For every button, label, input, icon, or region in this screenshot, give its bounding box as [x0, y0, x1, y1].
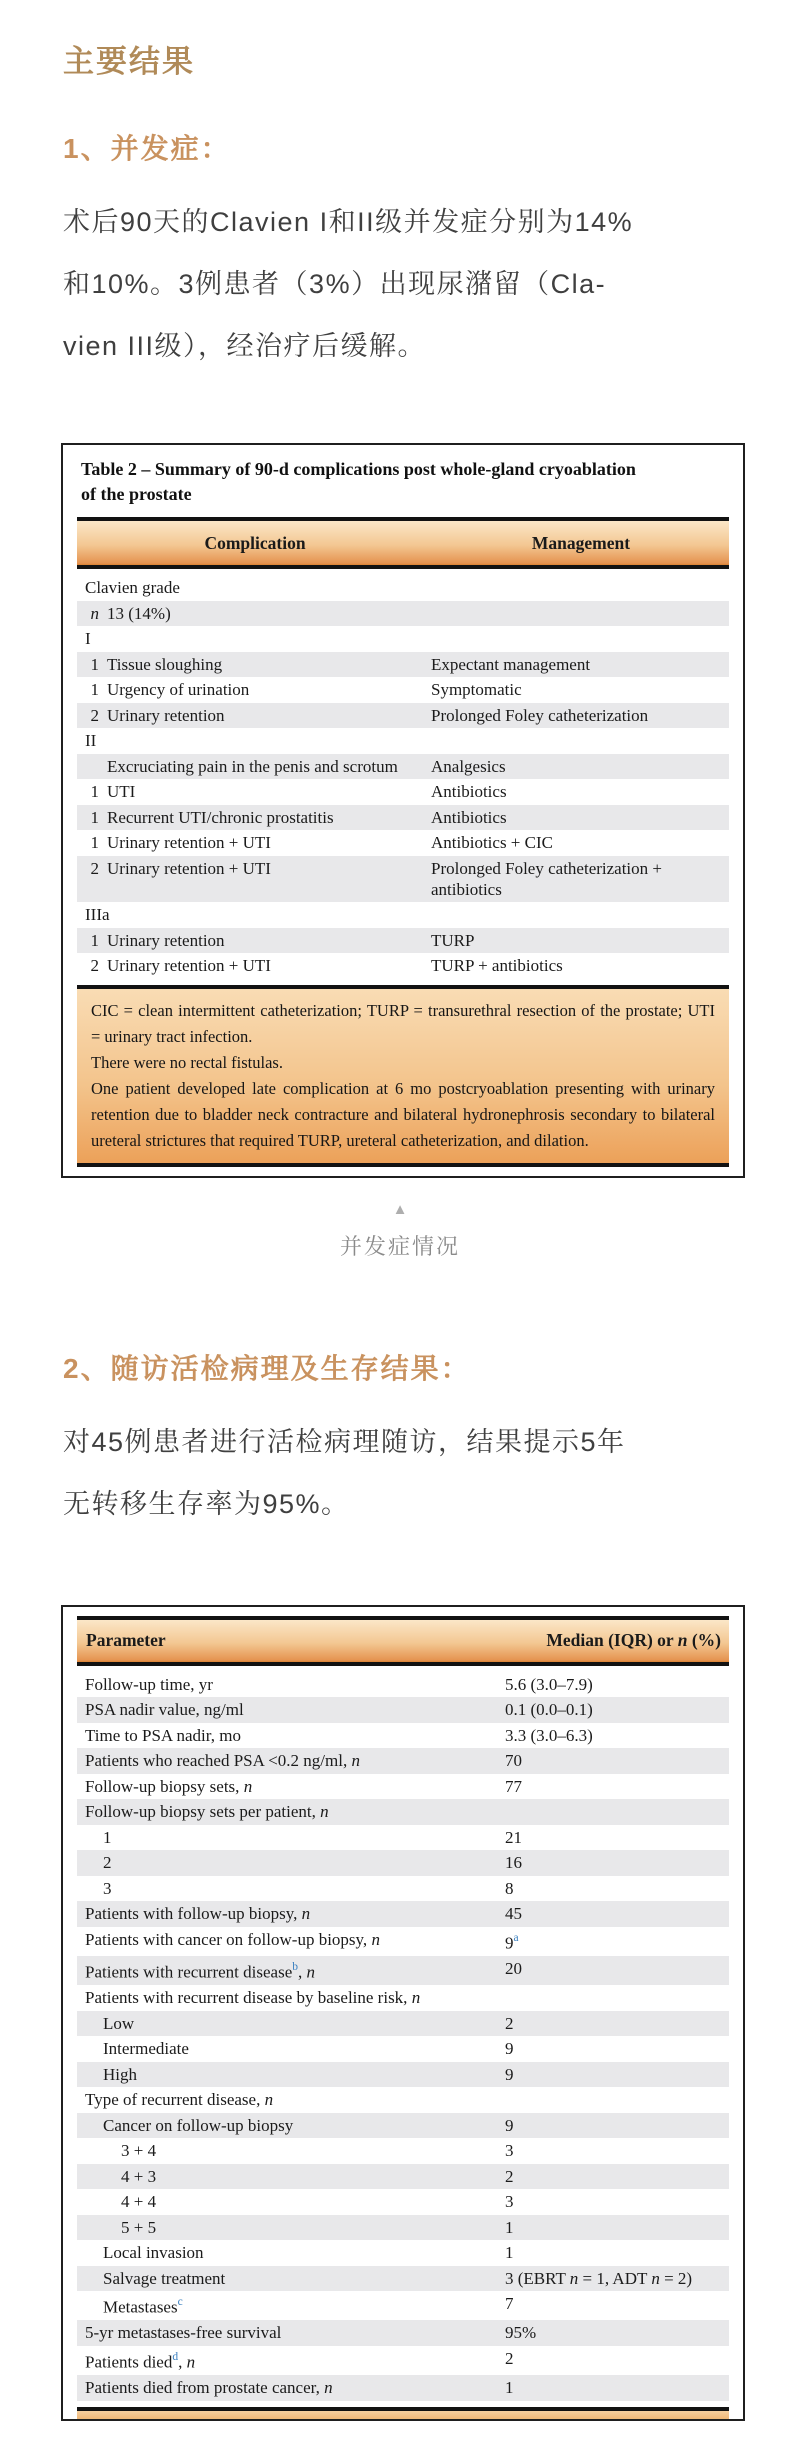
table2-header-value: Median (IQR) or n (%): [546, 1630, 721, 1651]
table1-header-complication: Complication: [204, 532, 306, 553]
cell-management: Antibiotics + CIC: [431, 833, 553, 853]
cell-parameter: Intermediate: [103, 2039, 189, 2059]
cell-parameter: 5 + 5: [121, 2217, 157, 2237]
cell-value: 1: [505, 2243, 514, 2263]
cell-count: [77, 756, 107, 777]
cell-parameter: Follow-up time, yr: [85, 1674, 213, 1694]
cell-value: 9: [505, 2115, 514, 2135]
table-row: [77, 601, 729, 627]
cell-management: Prolonged Foley catheterization: [431, 705, 649, 725]
table-row: [77, 2087, 729, 2113]
caption-triangle-icon: ▲: [392, 1200, 408, 1218]
table-row: [77, 2346, 729, 2375]
page-title: 主要结果: [63, 44, 195, 79]
cell-count: 1: [90, 680, 99, 700]
section-2-heading: 2、随访活检病理及生存结果：: [63, 1352, 471, 1384]
table-footnote: One patient developed late complication at 6 mo postcryoablation presenting with urinary retention due to bladder neck contracture and bilateral hydronephrosis secondary to bilateral ureteral strictures that required TURP, ureteral catheterization, and dilation.: [91, 1078, 715, 1150]
table2-header-parameter: Parameter: [86, 1630, 166, 1651]
cell-value: 1: [505, 2378, 514, 2397]
cell-management: TURP + antibiotics: [431, 956, 563, 976]
cell-management: Antibiotics: [431, 807, 507, 827]
cell-value: 2: [505, 2348, 514, 2368]
cell-parameter: Type of recurrent disease, n: [85, 2090, 274, 2110]
cell-value: 3: [505, 2141, 514, 2161]
cell-management: Expectant management: [431, 654, 591, 674]
table-row: [77, 2011, 729, 2037]
section-1-heading: 1、并发症：: [63, 133, 231, 164]
table-row: [77, 1799, 729, 1825]
cell-value: 3 (EBRT n = 1, ADT n = 2): [505, 2268, 693, 2288]
grade-group-label: IIIa: [85, 905, 110, 925]
table-row: [77, 2375, 729, 2401]
table-row: [77, 2113, 729, 2139]
table-row: [77, 1723, 729, 1749]
paragraph-line: 无转移生存率为95%。: [63, 1488, 350, 1519]
paragraph-line: 对45例患者进行活检病理随访，结果提示5年: [63, 1426, 626, 1457]
table-row: [77, 1825, 729, 1851]
cell-parameter: 4 + 4: [121, 2192, 157, 2212]
table-row: [77, 2291, 729, 2320]
cell-parameter: 2: [103, 1853, 112, 1873]
paragraph-line: 和10%。3例患者（3%）出现尿潴留（Cla-: [63, 269, 607, 299]
table-row: [77, 2320, 729, 2346]
table-row: [77, 2062, 729, 2088]
table-footnote: There were no rectal fistulas.: [91, 1052, 283, 1072]
table-row: [77, 2036, 729, 2062]
cell-count: 2: [90, 705, 99, 725]
table-row: [77, 902, 729, 928]
cell-value: 95%: [505, 2323, 537, 2343]
table-row: [77, 1774, 729, 1800]
cell-complication: UTI: [107, 782, 136, 802]
cell-parameter: Patients with follow-up biopsy, n: [85, 1904, 311, 1924]
cell-parameter: Follow-up biopsy sets per patient, n: [85, 1802, 329, 1822]
cell-parameter: Cancer on follow-up biopsy: [103, 2115, 294, 2135]
cell-parameter: Time to PSA nadir, mo: [85, 1725, 241, 1745]
cell-value: 77: [505, 1776, 522, 1796]
grade-group-label: II: [85, 731, 97, 751]
cell-parameter: Patients with recurrent disease by baseline risk, n: [85, 1988, 421, 2008]
cell-complication: Urgency of urination: [107, 680, 250, 700]
table1-rows: [77, 569, 729, 985]
cell-complication: Recurrent UTI/chronic prostatitis: [107, 807, 334, 827]
cell-value: 7: [505, 2294, 514, 2314]
cell-parameter: 3 + 4: [121, 2141, 157, 2161]
section-1-paragraph: [63, 191, 737, 377]
cell-complication: Tissue sloughing: [107, 654, 223, 674]
cell-count: 1: [90, 833, 99, 853]
cell-count: 1: [90, 930, 99, 950]
table2-top-pad: [63, 1607, 743, 1616]
table-row: [77, 1876, 729, 1902]
grade-group-label: Clavien grade: [85, 578, 180, 598]
outcomes-table-figure: [61, 1605, 745, 2421]
cell-complication: Urinary retention + UTI: [107, 858, 271, 878]
cell-value: 5.6 (3.0–7.9): [505, 1674, 593, 1694]
table-row: [77, 1901, 729, 1927]
cell-complication: 13 (14%): [107, 603, 171, 623]
table-row: [77, 1850, 729, 1876]
table-row: [77, 2164, 729, 2190]
table-row: [77, 754, 729, 780]
cell-value: 21: [505, 1827, 522, 1847]
paragraph-line: 术后90天的Clavien I和II级并发症分别为14%: [63, 207, 634, 237]
cell-complication: Urinary retention: [107, 930, 225, 950]
cell-count: 1: [90, 782, 99, 802]
cell-parameter: Follow-up biopsy sets, n: [85, 1776, 253, 1796]
cell-parameter: Metastases$^c$: [103, 2296, 183, 2317]
table1-footnotes: [77, 989, 729, 1163]
table-footnote: CIC = clean intermittent catheterization; TURP = transurethral resection of the prostate; UTI = urinary tract infection.: [91, 1000, 715, 1046]
cell-count: n: [90, 603, 99, 623]
cell-parameter: Low: [103, 2013, 135, 2033]
cell-value: 1: [505, 2217, 514, 2237]
table-row: [77, 953, 729, 979]
cell-value: 3.3 (3.0–6.3): [505, 1725, 593, 1745]
cell-value: 2: [505, 2166, 514, 2186]
table-row: [77, 856, 729, 903]
cell-value: 9: [505, 2064, 514, 2084]
table2-body: [77, 1616, 729, 2419]
cell-parameter: PSA nadir value, ng/ml: [85, 1700, 244, 1720]
table-row: [77, 1748, 729, 1774]
table-row: [77, 928, 729, 954]
table1-header-row: [77, 521, 729, 565]
cell-parameter: Local invasion: [103, 2243, 204, 2263]
cell-value: [505, 1987, 729, 2008]
cell-value: 2: [505, 2013, 514, 2033]
cell-value: 3: [505, 2192, 514, 2212]
cell-value: 8: [505, 1878, 514, 1898]
cell-count: 2: [90, 858, 99, 878]
table-row: [77, 2138, 729, 2164]
table-row: [77, 2266, 729, 2292]
table-row: [77, 805, 729, 831]
cell-complication: Urinary retention + UTI: [107, 956, 271, 976]
table2-header-row: [77, 1620, 729, 1662]
complications-table-figure: [61, 443, 745, 1178]
cell-management: Analgesics: [431, 756, 506, 776]
cell-value: 9: [505, 2039, 514, 2059]
table-row: [77, 1672, 729, 1698]
table-row: [77, 652, 729, 678]
cell-value: 16: [505, 1853, 522, 1873]
cell-management: [431, 603, 729, 624]
section-2-paragraph: [63, 1411, 737, 1535]
cell-count: 2: [90, 956, 99, 976]
cell-parameter: 3: [103, 1878, 112, 1898]
table2-rows: [77, 1666, 729, 2407]
table-row: [77, 703, 729, 729]
cell-management: Prolonged Foley catheterization + antibiotics: [431, 858, 662, 899]
table-row: [77, 677, 729, 703]
cell-value: [505, 2089, 729, 2110]
cell-parameter: 1: [103, 1827, 112, 1847]
table1-body: [77, 517, 729, 1167]
cell-parameter: High: [103, 2064, 137, 2084]
table-row: [77, 728, 729, 754]
table-row: [77, 2240, 729, 2266]
cell-management: Antibiotics: [431, 782, 507, 802]
grade-group-label: I: [85, 629, 91, 649]
cell-parameter: Patients with cancer on follow-up biopsy, n: [85, 1929, 380, 1949]
cell-count: 1: [90, 654, 99, 674]
cell-parameter: Patients died from prostate cancer, n: [85, 2378, 333, 2397]
cell-parameter: Salvage treatment: [103, 2268, 226, 2288]
figure1-caption-text: 并发症情况: [339, 1233, 460, 1259]
cell-management: Symptomatic: [431, 680, 522, 700]
table-row: [77, 2215, 729, 2241]
cell-parameter: Patients with recurrent disease$^b$, n: [85, 1961, 315, 1982]
cell-value: 9$^a$: [505, 1931, 519, 1953]
cell-complication: Urinary retention: [107, 705, 225, 725]
cell-count: 1: [90, 807, 99, 827]
table-row: [77, 2189, 729, 2215]
cell-parameter: 5-yr metastases-free survival: [85, 2323, 282, 2343]
cell-parameter: Patients who reached PSA <0.2 ng/ml, n: [85, 1751, 360, 1771]
table-row: [77, 779, 729, 805]
cell-value: 70: [505, 1751, 522, 1771]
cell-complication: Urinary retention + UTI: [107, 833, 271, 853]
cell-value: 45: [505, 1904, 522, 1924]
table-row: [77, 1985, 729, 2011]
table-row: [77, 1697, 729, 1723]
cell-value: 0.1 (0.0–0.1): [505, 1700, 593, 1720]
table-row: [77, 626, 729, 652]
table1-header-management: Management: [531, 532, 631, 553]
paragraph-line: vien III级），经治疗后缓解。: [63, 331, 427, 361]
cell-management: TURP: [431, 930, 475, 950]
table1-bottom-pad: [63, 1167, 743, 1176]
cell-value: 20: [505, 1959, 522, 1979]
table-row: [77, 830, 729, 856]
figure1-caption: [0, 1202, 800, 1261]
table-row: [77, 1956, 729, 1985]
table-row: [77, 1927, 729, 1956]
table-row: [77, 575, 729, 601]
table1-title: Table 2 – Summary of 90-d complications post whole-gland cryoablation of the prostate: [81, 459, 636, 505]
cell-complication: Excruciating pain in the penis and scrotum: [107, 756, 398, 776]
cell-parameter: Patients died$^d$, n: [85, 2350, 196, 2372]
cell-parameter: 4 + 3: [121, 2166, 157, 2186]
table2-footnote-strip-cropped: [77, 2411, 729, 2419]
cell-value: [505, 1801, 729, 1822]
